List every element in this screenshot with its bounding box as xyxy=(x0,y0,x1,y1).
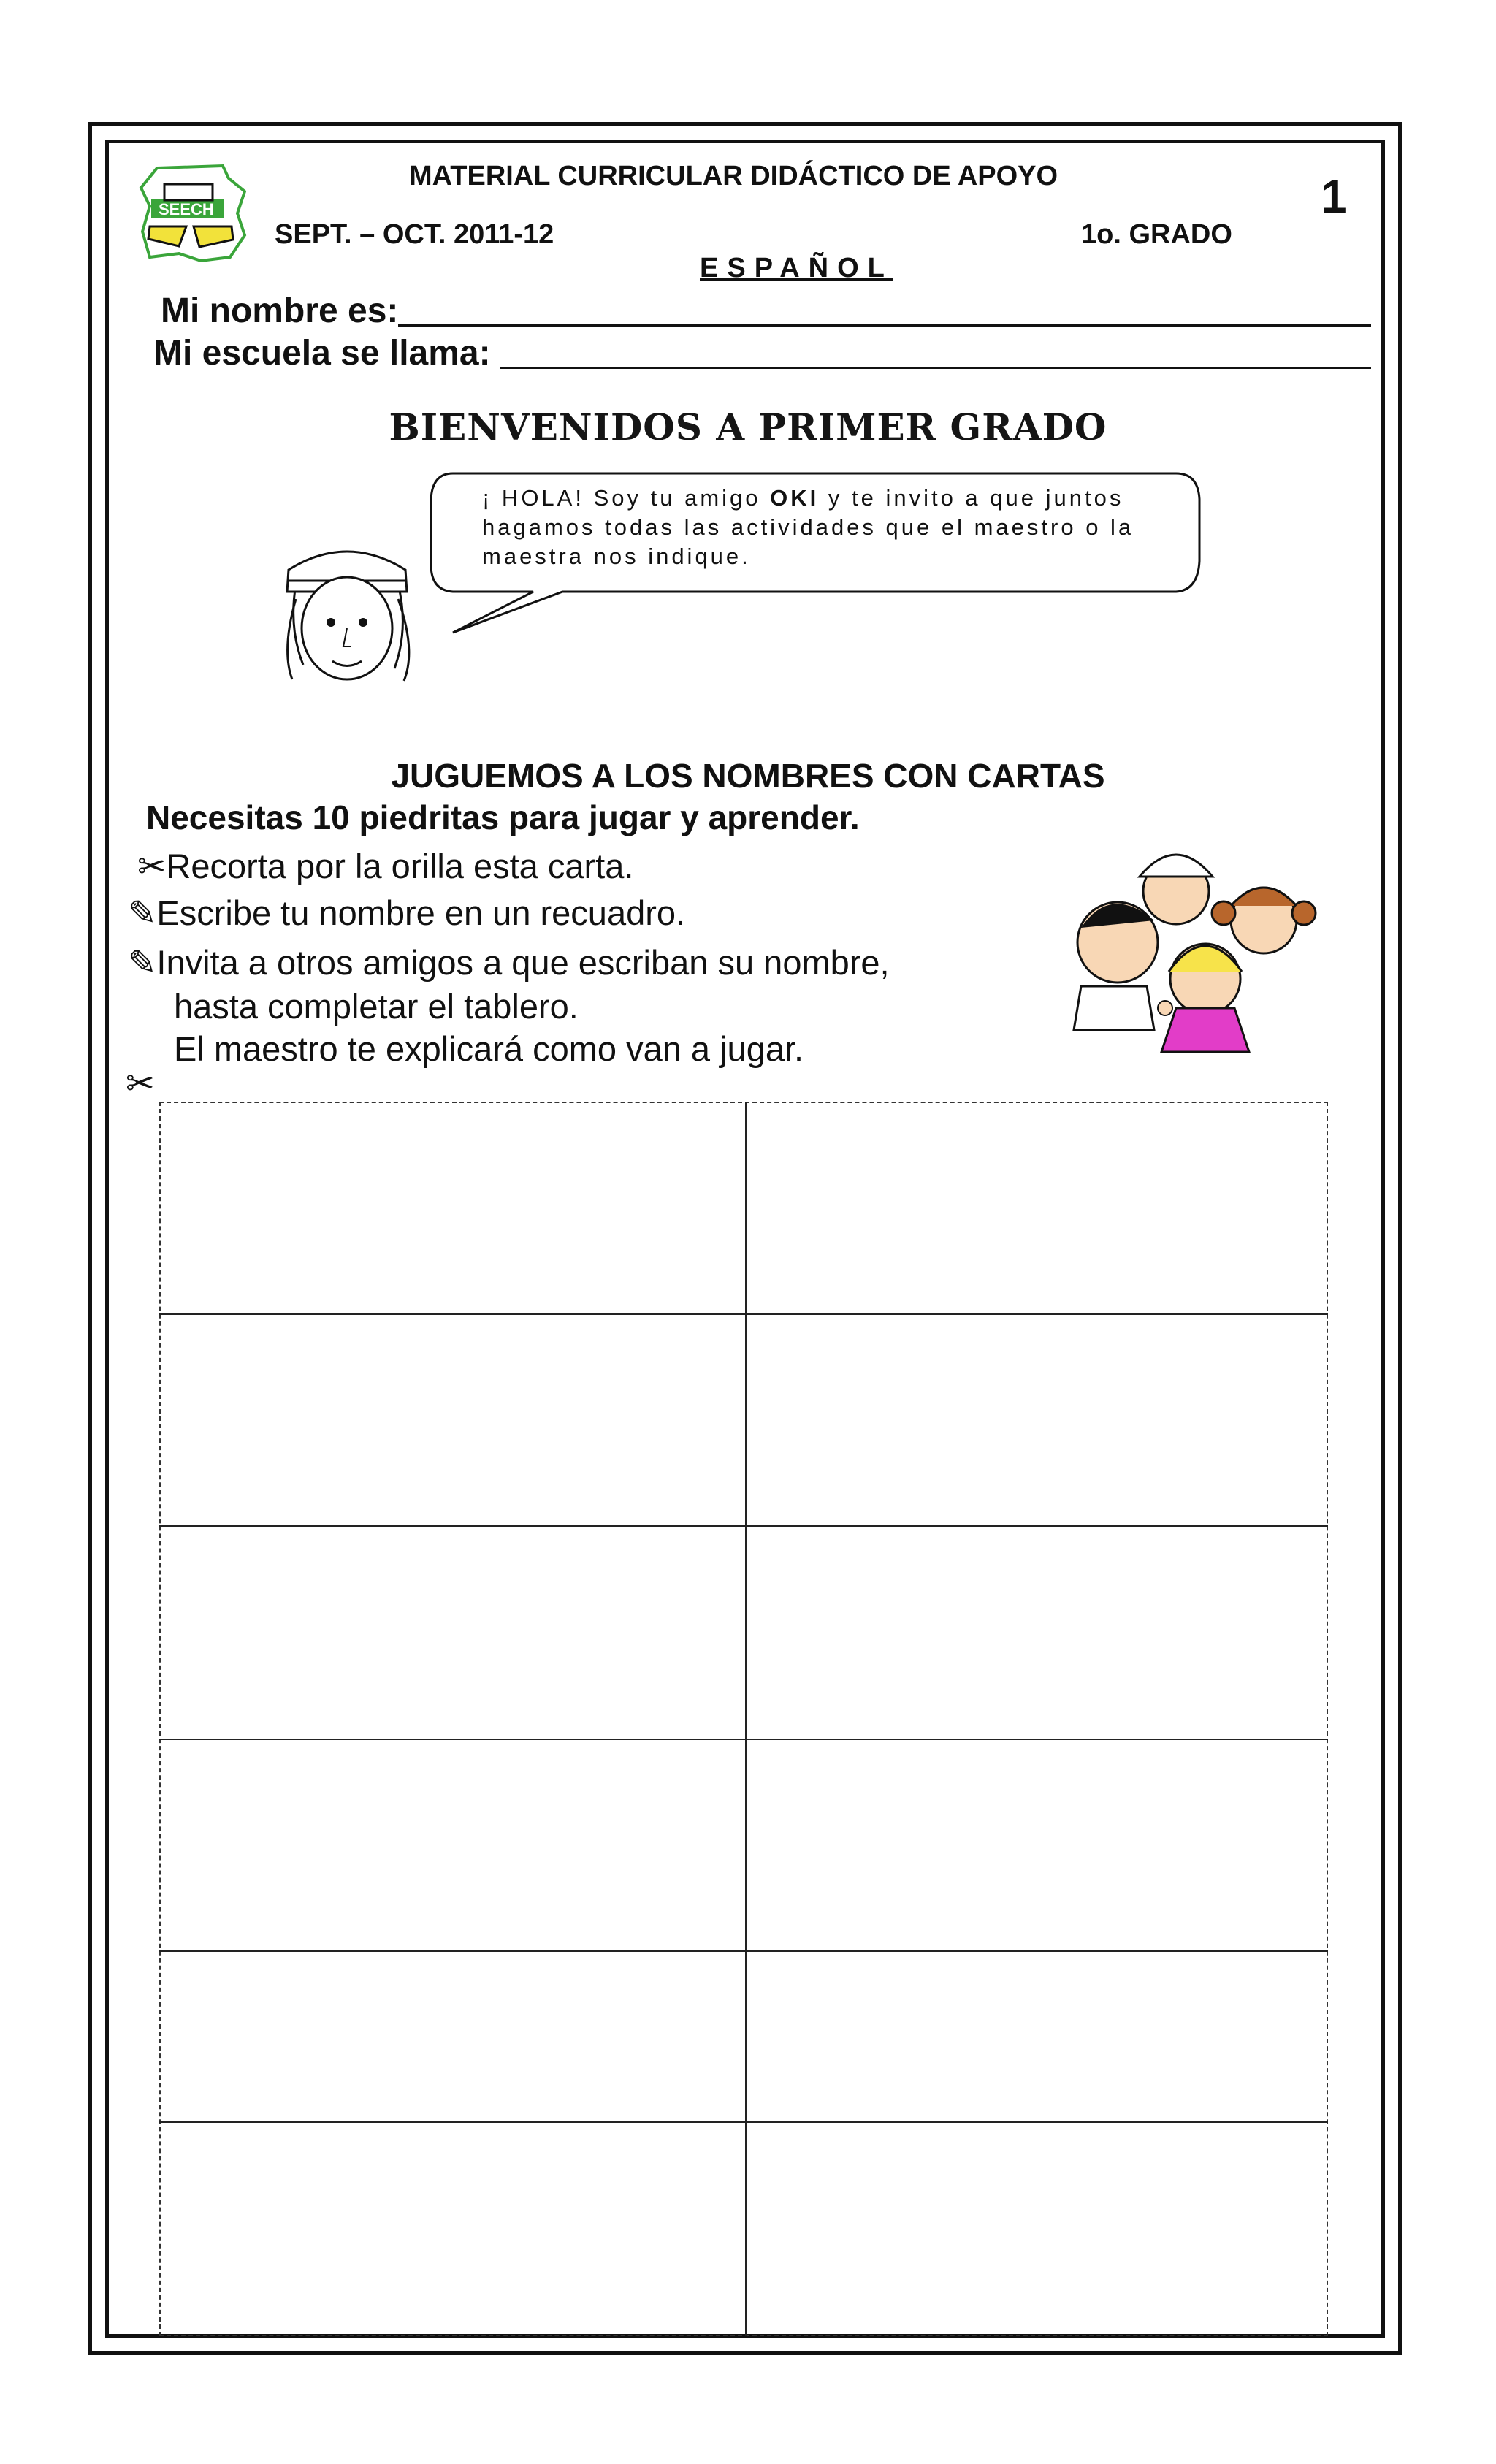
school-field-label: Mi escuela se llama: xyxy=(153,334,491,373)
pencil-icon: ✎ xyxy=(128,893,157,932)
board-cell[interactable] xyxy=(161,1103,744,1312)
instruction-1-text: Recorta por la orilla esta carta. xyxy=(166,847,634,885)
oki-face-illustration xyxy=(274,541,420,687)
page-number: 1 xyxy=(1321,170,1347,223)
board-cell[interactable] xyxy=(747,1103,1327,1312)
bubble-name: OKI xyxy=(770,485,820,511)
board-cell[interactable] xyxy=(747,1740,1327,1949)
name-field-label: Mi nombre es: xyxy=(161,291,399,330)
board-cell[interactable] xyxy=(161,1315,744,1524)
children-illustration xyxy=(1066,840,1344,1059)
materials-needed: Necesitas 10 piedritas para jugar y aprender. xyxy=(146,798,860,836)
board-cell[interactable] xyxy=(161,2123,744,2335)
instruction-4: El maestro te explicará como van a jugar. xyxy=(174,1029,804,1068)
seech-logo xyxy=(135,162,252,264)
bubble-text-part1: ¡ HOLA! Soy tu amigo xyxy=(482,485,771,511)
header-grade: 1o. GRADO xyxy=(1081,219,1232,250)
instruction-1 xyxy=(137,846,633,887)
board-cell[interactable] xyxy=(161,1527,744,1737)
name-field-line[interactable] xyxy=(398,324,1371,327)
pencil-icon: ✎ xyxy=(128,943,157,982)
scissors-icon: ✂ xyxy=(126,1064,155,1102)
board-cell[interactable] xyxy=(747,1315,1327,1524)
scissors-icon: ✂ xyxy=(137,847,167,885)
header-date: SEPT. – OCT. 2011-12 xyxy=(275,219,554,250)
logo-text: SEECH xyxy=(159,200,214,218)
header-subject: ESPAÑOL xyxy=(700,253,893,283)
school-field-line[interactable] xyxy=(500,367,1371,369)
instruction-3-continued: hasta completar el tablero. xyxy=(174,987,579,1026)
welcome-title: BIENVENIDOS A PRIMER GRADO xyxy=(389,405,1107,449)
board-cell[interactable] xyxy=(161,1740,744,1949)
board-cell[interactable] xyxy=(747,2123,1327,2335)
board-cell[interactable] xyxy=(161,1952,744,2120)
bubble-text-part2: y te invito a que juntos hagamos todas las actividades que el maestro o la maestra nos indique. xyxy=(482,485,1134,569)
bubble-text xyxy=(482,484,1140,571)
board-cell[interactable] xyxy=(747,1952,1327,2120)
game-title: JUGUEMOS A LOS NOMBRES CON CARTAS xyxy=(391,757,1105,795)
instruction-2-text: Escribe tu nombre en un recuadro. xyxy=(156,893,686,932)
instruction-2 xyxy=(128,893,685,934)
board-cell[interactable] xyxy=(747,1527,1327,1737)
instruction-3-text: Invita a otros amigos a que escriban su nombre, xyxy=(156,943,890,982)
instruction-3 xyxy=(128,942,890,983)
header-title: MATERIAL CURRICULAR DIDÁCTICO DE APOYO xyxy=(409,161,1058,191)
